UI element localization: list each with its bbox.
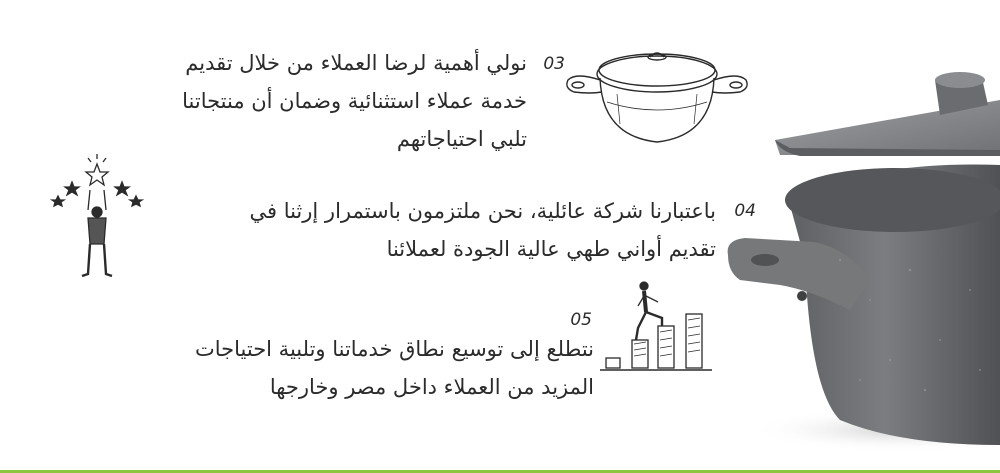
item-text: باعتبارنا شركة عائلية، نحن ملتزمون باستمرار إرثنا في تقديم أواني طهي عالية الجودة لعملائنا — [249, 199, 716, 261]
pot-sketch-icon — [562, 44, 752, 149]
item-number: 04 — [734, 201, 756, 221]
item-number: 05 — [570, 310, 592, 330]
item-text: نتطلع إلى توسيع نطاق خدماتنا وتلبية احتياجات المزيد من العملاء داخل مصر وخارجها — [194, 337, 594, 399]
person-climbing-steps-icon — [600, 278, 715, 373]
feature-item-04 — [200, 192, 756, 268]
item-text: نولي أهمية لرضا العملاء من خلال تقديم خدمة عملاء استثنائية وضمان أن منتجاتنا تلبي احتياجاتهم — [182, 51, 527, 151]
person-holding-stars-icon — [52, 152, 142, 280]
grey-granite-pot-image — [720, 60, 1000, 450]
feature-item-03 — [140, 44, 565, 158]
item-number: 03 — [543, 54, 565, 74]
